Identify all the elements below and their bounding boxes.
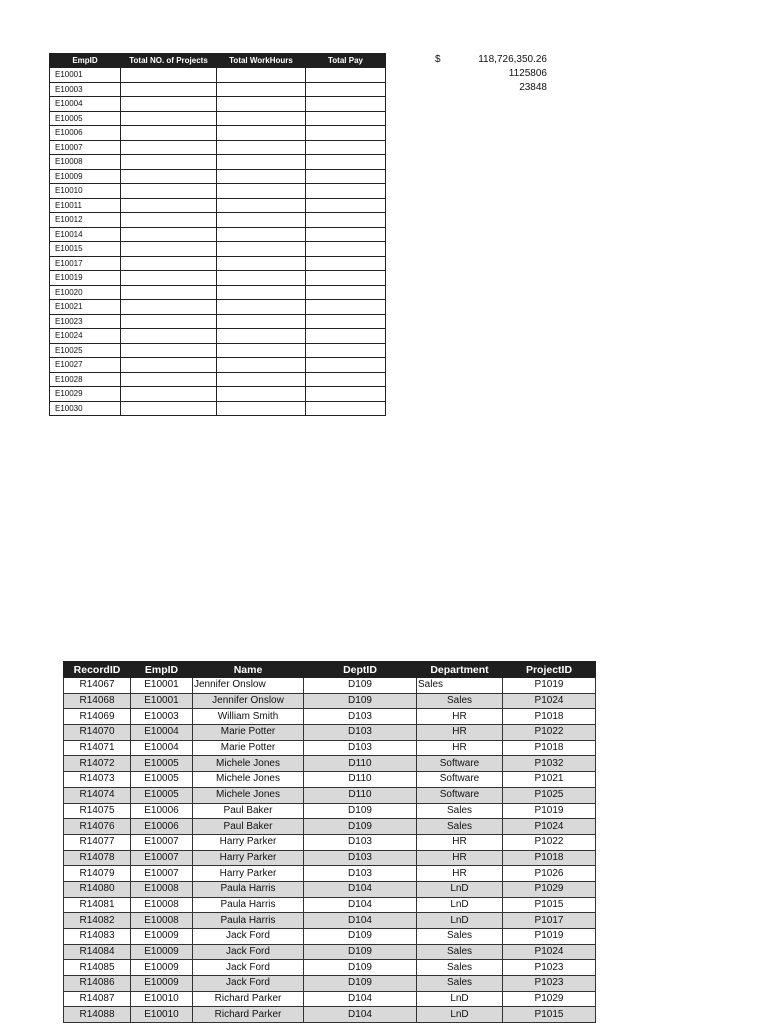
- record-id-cell[interactable]: R14085: [64, 960, 131, 976]
- summary-workhours-cell[interactable]: [217, 126, 306, 141]
- record-id-cell[interactable]: R14075: [64, 803, 131, 819]
- summary-projects-cell[interactable]: [121, 155, 217, 170]
- summary-pay-cell[interactable]: [306, 82, 386, 97]
- summary-row: [50, 184, 386, 199]
- name-cell[interactable]: Jack Ford: [193, 944, 304, 960]
- dept-id-cell[interactable]: D109: [304, 803, 417, 819]
- emp-id-cell[interactable]: E10005: [131, 756, 193, 772]
- summary-pay-cell[interactable]: [306, 387, 386, 402]
- table-row: [64, 772, 596, 788]
- emp-id-cell[interactable]: E10008: [131, 913, 193, 929]
- summary-workhours-cell[interactable]: [217, 242, 306, 257]
- summary-empid-cell[interactable]: E10005: [50, 111, 121, 126]
- summary-workhours-cell[interactable]: [217, 155, 306, 170]
- record-id-cell[interactable]: R14071: [64, 740, 131, 756]
- dept-id-cell[interactable]: D104: [304, 897, 417, 913]
- project-id-cell[interactable]: P1022: [503, 725, 596, 741]
- table-row: [64, 960, 596, 976]
- records-header-row: [64, 662, 596, 678]
- name-cell[interactable]: Paula Harris: [193, 897, 304, 913]
- summary-pay-cell[interactable]: [306, 285, 386, 300]
- table-row: [64, 834, 596, 850]
- project-id-cell[interactable]: P1023: [503, 960, 596, 976]
- summary-empid-cell[interactable]: E10023: [50, 314, 121, 329]
- summary-empid-cell[interactable]: E10004: [50, 97, 121, 112]
- record-id-cell[interactable]: R14080: [64, 881, 131, 897]
- dept-id-cell[interactable]: D109: [304, 944, 417, 960]
- summary-row: [50, 126, 386, 141]
- name-cell[interactable]: Michele Jones: [193, 772, 304, 788]
- summary-pay-cell[interactable]: [306, 300, 386, 315]
- table-row: [64, 850, 596, 866]
- summary-empid-cell[interactable]: E10010: [50, 184, 121, 199]
- summary-row: [50, 169, 386, 184]
- summary-pay-cell[interactable]: [306, 184, 386, 199]
- name-cell[interactable]: Richard Parker: [193, 1007, 304, 1023]
- summary-projects-cell[interactable]: [121, 82, 217, 97]
- dept-id-cell[interactable]: D103: [304, 850, 417, 866]
- dept-id-cell[interactable]: D109: [304, 976, 417, 992]
- record-id-cell[interactable]: R14070: [64, 725, 131, 741]
- summary-workhours-cell[interactable]: [217, 68, 306, 83]
- summary-row: [50, 97, 386, 112]
- summary-empid-cell[interactable]: E10029: [50, 387, 121, 402]
- department-cell[interactable]: Sales: [417, 803, 503, 819]
- summary-workhours-cell[interactable]: [217, 140, 306, 155]
- department-cell[interactable]: HR: [417, 740, 503, 756]
- summary-header-projects[interactable]: Total NO. of Projects: [121, 54, 217, 68]
- emp-id-cell[interactable]: E10009: [131, 960, 193, 976]
- summary-pay-cell[interactable]: [306, 401, 386, 416]
- records-header-department[interactable]: Department: [417, 662, 503, 678]
- summary-projects-cell[interactable]: [121, 169, 217, 184]
- summary-projects-cell[interactable]: [121, 285, 217, 300]
- department-cell[interactable]: LnD: [417, 881, 503, 897]
- emp-id-cell[interactable]: E10004: [131, 740, 193, 756]
- department-cell[interactable]: Sales: [417, 944, 503, 960]
- project-id-cell[interactable]: P1021: [503, 772, 596, 788]
- summary-row: [50, 387, 386, 402]
- dept-id-cell[interactable]: D104: [304, 991, 417, 1007]
- summary-empid-cell[interactable]: E10011: [50, 198, 121, 213]
- summary-projects-cell[interactable]: [121, 358, 217, 373]
- summary-workhours-cell[interactable]: [217, 285, 306, 300]
- dept-id-cell[interactable]: D104: [304, 1007, 417, 1023]
- summary-projects-cell[interactable]: [121, 111, 217, 126]
- summary-empid-cell[interactable]: E10009: [50, 169, 121, 184]
- name-cell[interactable]: Michele Jones: [193, 787, 304, 803]
- records-header-projectid[interactable]: ProjectID: [503, 662, 596, 678]
- department-cell[interactable]: Sales: [417, 929, 503, 945]
- record-id-cell[interactable]: R14073: [64, 772, 131, 788]
- summary-projects-cell[interactable]: [121, 140, 217, 155]
- project-id-cell[interactable]: P1015: [503, 897, 596, 913]
- summary-empid-cell[interactable]: E10028: [50, 372, 121, 387]
- table-row: [64, 991, 596, 1007]
- summary-empid-cell[interactable]: E10019: [50, 271, 121, 286]
- project-id-cell[interactable]: P1024: [503, 819, 596, 835]
- summary-workhours-cell[interactable]: [217, 256, 306, 271]
- name-cell[interactable]: William Smith: [193, 709, 304, 725]
- emp-id-cell[interactable]: E10005: [131, 772, 193, 788]
- table-row: [64, 1007, 596, 1023]
- summary-row: [50, 285, 386, 300]
- summary-empid-cell[interactable]: E10020: [50, 285, 121, 300]
- name-cell[interactable]: Harry Parker: [193, 834, 304, 850]
- summary-header-pay[interactable]: Total Pay: [306, 54, 386, 68]
- records-header-empid[interactable]: EmpID: [131, 662, 193, 678]
- project-id-cell[interactable]: P1024: [503, 944, 596, 960]
- record-id-cell[interactable]: R14081: [64, 897, 131, 913]
- emp-id-cell[interactable]: E10009: [131, 929, 193, 945]
- summary-projects-cell[interactable]: [121, 372, 217, 387]
- summary-row: [50, 401, 386, 416]
- name-cell[interactable]: Richard Parker: [193, 991, 304, 1007]
- emp-id-cell[interactable]: E10007: [131, 866, 193, 882]
- record-id-cell[interactable]: R14079: [64, 866, 131, 882]
- dept-id-cell[interactable]: D103: [304, 834, 417, 850]
- name-cell[interactable]: Paul Baker: [193, 803, 304, 819]
- project-id-cell[interactable]: P1026: [503, 866, 596, 882]
- summary-row: [50, 329, 386, 344]
- dept-id-cell[interactable]: D103: [304, 740, 417, 756]
- record-id-cell[interactable]: R14069: [64, 709, 131, 725]
- department-cell[interactable]: HR: [417, 834, 503, 850]
- name-cell[interactable]: Jack Ford: [193, 960, 304, 976]
- table-row: [64, 709, 596, 725]
- project-id-cell[interactable]: P1019: [503, 929, 596, 945]
- name-cell[interactable]: Jennifer Onslow: [193, 678, 304, 694]
- summary-projects-cell[interactable]: [121, 213, 217, 228]
- project-id-cell[interactable]: P1017: [503, 913, 596, 929]
- summary-empid-cell[interactable]: E10012: [50, 213, 121, 228]
- emp-id-cell[interactable]: E10010: [131, 1007, 193, 1023]
- summary-workhours-cell[interactable]: [217, 300, 306, 315]
- summary-row: [50, 372, 386, 387]
- record-id-cell[interactable]: R14084: [64, 944, 131, 960]
- table-row: [64, 803, 596, 819]
- summary-header-row: [50, 54, 386, 68]
- project-id-cell[interactable]: P1029: [503, 991, 596, 1007]
- summary-pay-cell[interactable]: [306, 329, 386, 344]
- total-workhours-value[interactable]: 1125806: [508, 68, 547, 79]
- summary-row: [50, 358, 386, 373]
- dept-id-cell[interactable]: D110: [304, 787, 417, 803]
- summary-workhours-cell[interactable]: [217, 227, 306, 242]
- summary-pay-cell[interactable]: [306, 314, 386, 329]
- table-row: [64, 787, 596, 803]
- project-id-cell[interactable]: P1029: [503, 881, 596, 897]
- summary-projects-cell[interactable]: [121, 401, 217, 416]
- emp-id-cell[interactable]: E10006: [131, 803, 193, 819]
- summary-projects-cell[interactable]: [121, 314, 217, 329]
- summary-projects-cell[interactable]: [121, 300, 217, 315]
- department-cell[interactable]: HR: [417, 709, 503, 725]
- summary-workhours-cell[interactable]: [217, 401, 306, 416]
- dept-id-cell[interactable]: D109: [304, 693, 417, 709]
- summary-workhours-cell[interactable]: [217, 213, 306, 228]
- summary-projects-cell[interactable]: [121, 126, 217, 141]
- department-cell[interactable]: Software: [417, 756, 503, 772]
- department-cell[interactable]: HR: [417, 866, 503, 882]
- dept-id-cell[interactable]: D103: [304, 725, 417, 741]
- emp-id-cell[interactable]: E10008: [131, 897, 193, 913]
- summary-row: [50, 155, 386, 170]
- summary-row: [50, 198, 386, 213]
- record-id-cell[interactable]: R14072: [64, 756, 131, 772]
- dept-id-cell[interactable]: D104: [304, 913, 417, 929]
- project-id-cell[interactable]: P1032: [503, 756, 596, 772]
- emp-id-cell[interactable]: E10010: [131, 991, 193, 1007]
- department-cell[interactable]: HR: [417, 725, 503, 741]
- dept-id-cell[interactable]: D109: [304, 929, 417, 945]
- dept-id-cell[interactable]: D109: [304, 819, 417, 835]
- summary-workhours-cell[interactable]: [217, 372, 306, 387]
- department-cell[interactable]: LnD: [417, 913, 503, 929]
- table-row: [64, 866, 596, 882]
- summary-row: [50, 227, 386, 242]
- table-row: [64, 678, 596, 694]
- project-id-cell[interactable]: P1019: [503, 803, 596, 819]
- summary-pay-cell[interactable]: [306, 358, 386, 373]
- summary-empid-cell[interactable]: E10015: [50, 242, 121, 257]
- summary-row: [50, 256, 386, 271]
- name-cell[interactable]: Jennifer Onslow: [193, 693, 304, 709]
- summary-workhours-cell[interactable]: [217, 111, 306, 126]
- name-cell[interactable]: Marie Potter: [193, 740, 304, 756]
- summary-projects-cell[interactable]: [121, 329, 217, 344]
- summary-header-empid[interactable]: EmpID: [50, 54, 121, 68]
- record-id-cell[interactable]: R14076: [64, 819, 131, 835]
- summary-empid-cell[interactable]: E10003: [50, 82, 121, 97]
- department-cell[interactable]: Sales: [417, 976, 503, 992]
- record-id-cell[interactable]: R14077: [64, 834, 131, 850]
- name-cell[interactable]: Marie Potter: [193, 725, 304, 741]
- table-row: [64, 929, 596, 945]
- summary-workhours-cell[interactable]: [217, 97, 306, 112]
- summary-pay-cell[interactable]: [306, 343, 386, 358]
- table-row: [64, 819, 596, 835]
- summary-projects-cell[interactable]: [121, 97, 217, 112]
- record-id-cell[interactable]: R14082: [64, 913, 131, 929]
- dept-id-cell[interactable]: D103: [304, 866, 417, 882]
- emp-id-cell[interactable]: E10007: [131, 850, 193, 866]
- department-cell[interactable]: LnD: [417, 991, 503, 1007]
- summary-workhours-cell[interactable]: [217, 358, 306, 373]
- summary-empid-cell[interactable]: E10007: [50, 140, 121, 155]
- project-id-cell[interactable]: P1025: [503, 787, 596, 803]
- summary-pay-cell[interactable]: [306, 140, 386, 155]
- name-cell[interactable]: Paula Harris: [193, 881, 304, 897]
- emp-id-cell[interactable]: E10001: [131, 693, 193, 709]
- summary-body: [50, 68, 386, 416]
- table-row: [64, 693, 596, 709]
- project-id-cell[interactable]: P1018: [503, 709, 596, 725]
- project-id-cell[interactable]: P1015: [503, 1007, 596, 1023]
- emp-id-cell[interactable]: E10009: [131, 976, 193, 992]
- dept-id-cell[interactable]: D103: [304, 709, 417, 725]
- summary-empid-cell[interactable]: E10006: [50, 126, 121, 141]
- table-row: [64, 725, 596, 741]
- record-id-cell[interactable]: R14087: [64, 991, 131, 1007]
- summary-workhours-cell[interactable]: [217, 184, 306, 199]
- summary-pay-cell[interactable]: [306, 68, 386, 83]
- summary-row: [50, 314, 386, 329]
- summary-workhours-cell[interactable]: [217, 387, 306, 402]
- summary-projects-cell[interactable]: [121, 198, 217, 213]
- department-cell[interactable]: LnD: [417, 1007, 503, 1023]
- summary-pay-cell[interactable]: [306, 372, 386, 387]
- summary-pay-cell[interactable]: [306, 271, 386, 286]
- summary-projects-cell[interactable]: [121, 387, 217, 402]
- summary-empid-cell[interactable]: E10017: [50, 256, 121, 271]
- records-header-recordid[interactable]: RecordID: [64, 662, 131, 678]
- emp-id-cell[interactable]: E10009: [131, 944, 193, 960]
- summary-row: [50, 343, 386, 358]
- summary-workhours-cell[interactable]: [217, 343, 306, 358]
- name-cell[interactable]: Paula Harris: [193, 913, 304, 929]
- name-cell[interactable]: Michele Jones: [193, 756, 304, 772]
- table-row: [64, 976, 596, 992]
- record-id-cell[interactable]: R14088: [64, 1007, 131, 1023]
- summary-projects-cell[interactable]: [121, 227, 217, 242]
- summary-row: [50, 242, 386, 257]
- department-cell[interactable]: Sales: [417, 678, 503, 694]
- summary-empid-cell[interactable]: E10008: [50, 155, 121, 170]
- department-cell[interactable]: Sales: [417, 693, 503, 709]
- summary-pay-cell[interactable]: [306, 97, 386, 112]
- summary-row: [50, 140, 386, 155]
- project-id-cell[interactable]: P1019: [503, 678, 596, 694]
- summary-empid-cell[interactable]: E10021: [50, 300, 121, 315]
- project-id-cell[interactable]: P1022: [503, 834, 596, 850]
- table-row: [64, 881, 596, 897]
- project-id-cell[interactable]: P1018: [503, 850, 596, 866]
- total-projects-value[interactable]: 23848: [519, 82, 547, 93]
- emp-id-cell[interactable]: E10003: [131, 709, 193, 725]
- summary-projects-cell[interactable]: [121, 343, 217, 358]
- emp-id-cell[interactable]: E10005: [131, 787, 193, 803]
- summary-row: [50, 111, 386, 126]
- record-id-cell[interactable]: R14074: [64, 787, 131, 803]
- department-cell[interactable]: Sales: [417, 960, 503, 976]
- table-row: [64, 756, 596, 772]
- summary-pay-cell[interactable]: [306, 111, 386, 126]
- record-id-cell[interactable]: R14086: [64, 976, 131, 992]
- name-cell[interactable]: Harry Parker: [193, 866, 304, 882]
- name-cell[interactable]: Jack Ford: [193, 929, 304, 945]
- summary-pay-cell[interactable]: [306, 169, 386, 184]
- summary-projects-cell[interactable]: [121, 271, 217, 286]
- record-id-cell[interactable]: R14068: [64, 693, 131, 709]
- dept-id-cell[interactable]: D109: [304, 960, 417, 976]
- summary-workhours-cell[interactable]: [217, 82, 306, 97]
- summary-empid-cell[interactable]: E10001: [50, 68, 121, 83]
- name-cell[interactable]: Harry Parker: [193, 850, 304, 866]
- records-table: [63, 661, 596, 1023]
- department-cell[interactable]: Software: [417, 772, 503, 788]
- summary-row: [50, 68, 386, 83]
- dept-id-cell[interactable]: D104: [304, 881, 417, 897]
- summary-workhours-cell[interactable]: [217, 198, 306, 213]
- emp-id-cell[interactable]: E10006: [131, 819, 193, 835]
- table-row: [64, 897, 596, 913]
- summary-empid-cell[interactable]: E10014: [50, 227, 121, 242]
- summary-projects-cell[interactable]: [121, 68, 217, 83]
- name-cell[interactable]: Jack Ford: [193, 976, 304, 992]
- table-row: [64, 740, 596, 756]
- summary-header-workhours[interactable]: Total WorkHours: [217, 54, 306, 68]
- department-cell[interactable]: Sales: [417, 819, 503, 835]
- emp-id-cell[interactable]: E10004: [131, 725, 193, 741]
- summary-workhours-cell[interactable]: [217, 329, 306, 344]
- summary-projects-cell[interactable]: [121, 256, 217, 271]
- project-id-cell[interactable]: P1018: [503, 740, 596, 756]
- summary-table: [49, 53, 386, 416]
- name-cell[interactable]: Paul Baker: [193, 819, 304, 835]
- summary-pay-cell[interactable]: [306, 227, 386, 242]
- summary-pay-cell[interactable]: [306, 242, 386, 257]
- summary-projects-cell[interactable]: [121, 242, 217, 257]
- table-row: [64, 944, 596, 960]
- department-cell[interactable]: LnD: [417, 897, 503, 913]
- emp-id-cell[interactable]: E10007: [131, 834, 193, 850]
- project-id-cell[interactable]: P1024: [503, 693, 596, 709]
- department-cell[interactable]: HR: [417, 850, 503, 866]
- record-id-cell[interactable]: R14078: [64, 850, 131, 866]
- summary-workhours-cell[interactable]: [217, 314, 306, 329]
- summary-row: [50, 300, 386, 315]
- project-id-cell[interactable]: P1023: [503, 976, 596, 992]
- total-pay-currency[interactable]: $: [435, 54, 441, 65]
- records-body: [64, 678, 596, 1023]
- table-row: [64, 913, 596, 929]
- summary-pay-cell[interactable]: [306, 256, 386, 271]
- summary-row: [50, 82, 386, 97]
- emp-id-cell[interactable]: E10008: [131, 881, 193, 897]
- summary-pay-cell[interactable]: [306, 213, 386, 228]
- dept-id-cell[interactable]: D110: [304, 756, 417, 772]
- records-header-name[interactable]: Name: [193, 662, 304, 678]
- summary-empid-cell[interactable]: E10024: [50, 329, 121, 344]
- dept-id-cell[interactable]: D110: [304, 772, 417, 788]
- summary-workhours-cell[interactable]: [217, 271, 306, 286]
- record-id-cell[interactable]: R14083: [64, 929, 131, 945]
- records-header-deptid[interactable]: DeptID: [304, 662, 417, 678]
- summary-row: [50, 213, 386, 228]
- summary-projects-cell[interactable]: [121, 184, 217, 199]
- summary-empid-cell[interactable]: E10025: [50, 343, 121, 358]
- summary-workhours-cell[interactable]: [217, 169, 306, 184]
- summary-empid-cell[interactable]: E10027: [50, 358, 121, 373]
- department-cell[interactable]: Software: [417, 787, 503, 803]
- summary-pay-cell[interactable]: [306, 198, 386, 213]
- summary-pay-cell[interactable]: [306, 155, 386, 170]
- summary-pay-cell[interactable]: [306, 126, 386, 141]
- dept-id-cell[interactable]: D109: [304, 678, 417, 694]
- emp-id-cell[interactable]: E10001: [131, 678, 193, 694]
- record-id-cell[interactable]: R14067: [64, 678, 131, 694]
- total-pay-value[interactable]: 118,726,350.26: [478, 54, 547, 65]
- summary-row: [50, 271, 386, 286]
- summary-empid-cell[interactable]: E10030: [50, 401, 121, 416]
